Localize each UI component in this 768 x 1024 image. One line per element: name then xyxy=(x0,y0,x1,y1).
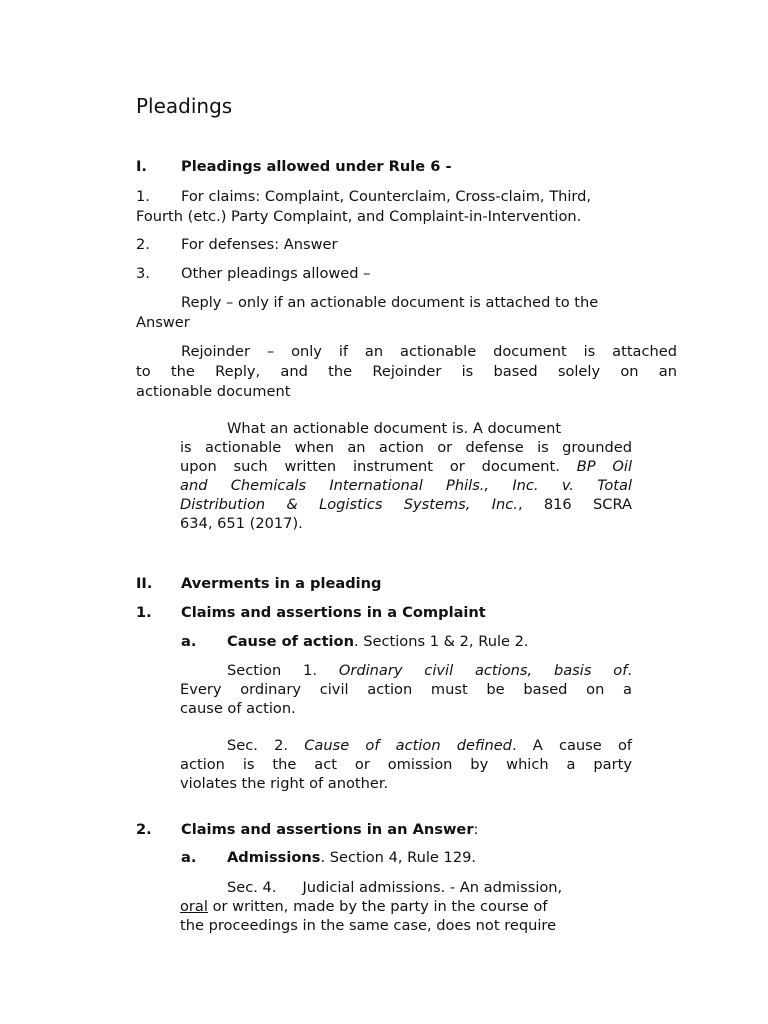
subsection-1-heading: Claims and assertions in a Complaint xyxy=(181,604,486,621)
page-title: Pleadings xyxy=(136,94,233,118)
quote-case-name-end: Distribution & Logistics Systems, Inc. xyxy=(180,496,518,513)
sec4-label: Sec. 4. xyxy=(227,879,277,896)
reply-line-2: Answer xyxy=(136,314,190,331)
sec4-line-2-rest: or written, made by the party in the course of xyxy=(207,898,548,915)
quote-line-1: What an actionable document is. A document xyxy=(227,420,562,437)
subsection-1-number: 1. xyxy=(136,604,152,621)
sec4-line-3: the proceedings in the same case, does not require xyxy=(180,917,557,934)
quote-line-5-plain: , 816 SCRA xyxy=(517,496,632,513)
rejoinder-line-2: to the Reply, and the Rejoinder is based solely on an xyxy=(136,363,677,380)
sec2-line-2: action is the act or omission by which a party xyxy=(180,756,632,773)
rejoinder-line-1: Rejoinder – only if an actionable document is attached xyxy=(181,343,677,360)
subsection-2a-text xyxy=(227,848,476,868)
subsection-2a-letter: a. xyxy=(181,849,197,866)
sec2-end: . A cause of xyxy=(511,737,633,754)
cause-of-action-label: Cause of action xyxy=(227,633,354,650)
item-1-number: 1. xyxy=(136,188,150,205)
sec4-line-2 xyxy=(180,897,632,916)
section-2-heading: Averments in a pleading xyxy=(181,575,382,592)
section-1-numeral: I. xyxy=(136,158,147,175)
quote-line-4: and Chemicals International Phils., Inc. v. Total xyxy=(180,477,632,494)
admissions-ref: . Section 4, Rule 129. xyxy=(320,849,477,866)
subsection-1a-text xyxy=(227,632,529,652)
subsection-2-number: 2. xyxy=(136,821,152,838)
sec1-line-1 xyxy=(227,661,632,680)
sec1-line-2: Every ordinary civil action must be based on a xyxy=(180,681,632,698)
subsection-2-colon: : xyxy=(473,821,479,838)
cause-of-action-ref: . Sections 1 & 2, Rule 2. xyxy=(353,633,529,650)
quote-line-6: 634, 651 (2017). xyxy=(180,515,303,532)
sec1-line-3: cause of action. xyxy=(180,700,296,717)
item-1-line-2: Fourth (etc.) Party Complaint, and Complaint-in-Intervention. xyxy=(136,208,582,225)
reply-line-1: Reply – only if an actionable document is attached to the xyxy=(181,294,599,311)
quote-line-2: is actionable when an action or defense is grounded xyxy=(180,439,632,456)
subsection-1a-letter: a. xyxy=(181,633,197,650)
quote-line-3-plain: upon such written instrument or document. xyxy=(180,458,560,475)
item-3-line-1: Other pleadings allowed – xyxy=(181,265,371,282)
sec1-italic: Ordinary civil actions, basis of xyxy=(338,662,628,679)
item-2-line-1: For defenses: Answer xyxy=(181,236,338,253)
rejoinder-line-3: actionable document xyxy=(136,383,291,400)
item-2-number: 2. xyxy=(136,236,150,253)
sec4-text: Judicial admissions. - An admission, xyxy=(302,879,563,896)
sec2-label: Sec. 2. xyxy=(227,737,289,754)
sec2-italic: Cause of action defined xyxy=(304,737,512,754)
quote-case-name-start: BP Oil xyxy=(576,458,632,475)
sec4-line-1 xyxy=(227,878,632,897)
sec2-line-3: violates the right of another. xyxy=(180,775,389,792)
subsection-2-heading-line xyxy=(181,820,478,840)
section-2-numeral: II. xyxy=(136,575,153,592)
subsection-2-heading: Claims and assertions in an Answer xyxy=(181,821,474,838)
sec4-underlined-word: oral xyxy=(180,898,208,915)
section-1-heading: Pleadings allowed under Rule 6 - xyxy=(181,158,452,175)
sec1-end: . xyxy=(627,662,632,679)
quote-line-5 xyxy=(180,495,632,514)
sec2-line-1 xyxy=(227,736,632,755)
item-3-number: 3. xyxy=(136,265,150,282)
item-1-line-1: For claims: Complaint, Counterclaim, Cross-claim, Third, xyxy=(181,188,592,205)
admissions-label: Admissions xyxy=(227,849,321,866)
quote-line-3 xyxy=(180,457,632,476)
sec1-label: Section 1. xyxy=(227,662,317,679)
